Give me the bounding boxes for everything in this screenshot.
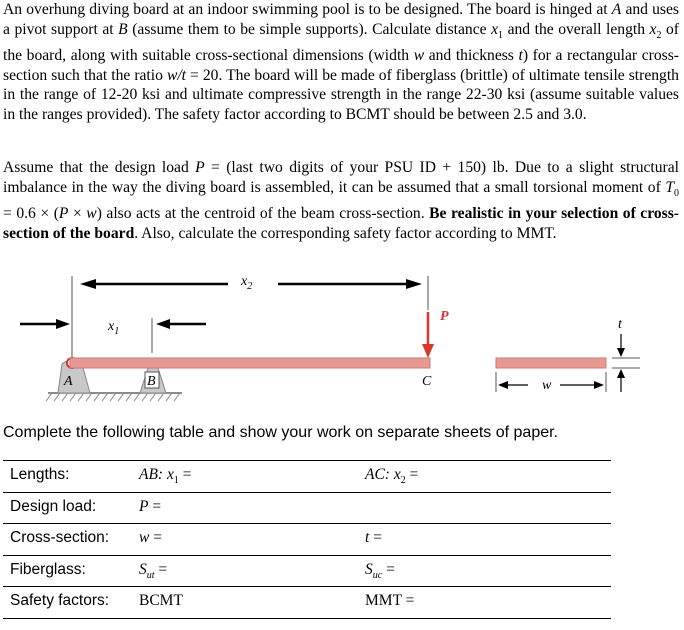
cross-section-rect bbox=[496, 358, 606, 368]
problem-paragraph-1: An overhung diving board at an indoor swimming pool is to be designed. The board is hinged at A and uses a pivot support at B (assume them to be simple supports). Calculate distance $x_1$ and the overall length $x_2$ of the board, along with suitable cross-sectional dimensions (width w and thickness t) for a rectangular cross-section such that the ratio w/t = 20. The board will be made of fiberglass (brittle) of ultimate tensile strength in the range of 12-20 ksi and ultimate compressive strength in the range 22-30 ksi (assume suitable values in the ranges provided). The safety factor according to BCMT should be between 2.5 and 3.0. bbox=[3, 1, 679, 124]
diving-board-diagram bbox=[0, 268, 684, 418]
diving-board bbox=[70, 358, 430, 368]
load-arrow-head bbox=[422, 344, 434, 358]
table-row bbox=[3, 493, 611, 525]
label-A: A bbox=[64, 374, 73, 389]
lengths-ab-cell[interactable]: AB: $x_1$ = bbox=[139, 466, 192, 487]
lengths-ac-cell[interactable]: AC: $x_2$ = bbox=[365, 466, 419, 487]
row-label: Lengths: bbox=[10, 466, 70, 483]
w-arrow-left-head bbox=[498, 381, 508, 389]
t-arrow-top-head bbox=[617, 348, 625, 357]
label-B: B bbox=[147, 374, 156, 389]
row-label: Cross-section: bbox=[10, 529, 110, 546]
width-cell[interactable]: w = bbox=[139, 529, 162, 546]
answer-table bbox=[3, 460, 611, 619]
instruction-text: Complete the following table and show your work on separate sheets of paper. bbox=[3, 424, 558, 441]
x2-arrow-right-head bbox=[406, 279, 422, 289]
row-label: Safety factors: bbox=[10, 592, 110, 609]
t-arrow-bottom-head bbox=[617, 369, 625, 378]
bcmt-cell[interactable]: BCMT bbox=[139, 592, 183, 609]
x1-arrow-left-head bbox=[56, 319, 70, 329]
suc-cell[interactable]: $S_{uc}$ = bbox=[365, 560, 395, 581]
row-label: Design load: bbox=[10, 497, 97, 515]
label-x2: $x_2$ bbox=[241, 274, 253, 292]
design-load-cell[interactable]: P = bbox=[139, 497, 162, 515]
x1-arrow-right-head bbox=[156, 319, 170, 329]
label-C: C bbox=[422, 374, 432, 389]
thickness-cell[interactable]: t = bbox=[365, 529, 382, 546]
label-t: t bbox=[618, 317, 622, 332]
row-label: Fiberglass: bbox=[10, 560, 86, 578]
table-row bbox=[3, 556, 611, 588]
mmt-cell[interactable]: MMT = bbox=[365, 592, 415, 609]
sut-cell[interactable]: $S_{ut}$ = bbox=[139, 560, 168, 581]
x2-arrow-left-head bbox=[80, 279, 96, 289]
ground-hatch bbox=[46, 393, 180, 401]
label-P: P bbox=[440, 309, 449, 324]
label-w: w bbox=[542, 378, 552, 393]
problem-paragraph-2: Assume that the design load P = (last two digits of your PSU ID + 150) lb. Due to a slight structural imbalance in the way the diving board is assembled, it can be assumed that a small torsional moment of $T_0 = 0.6 \times (P \times w)$ also acts at the centroid of the beam cross-section. Be realistic in your selection of cross-section of the board. Also, calculate the corresponding safety factor according to MMT. bbox=[3, 159, 679, 242]
w-arrow-right-head bbox=[594, 381, 604, 389]
table-row bbox=[3, 461, 611, 493]
label-x1: $x_1$ bbox=[108, 319, 120, 337]
table-row bbox=[3, 524, 611, 556]
table-row bbox=[3, 587, 611, 619]
